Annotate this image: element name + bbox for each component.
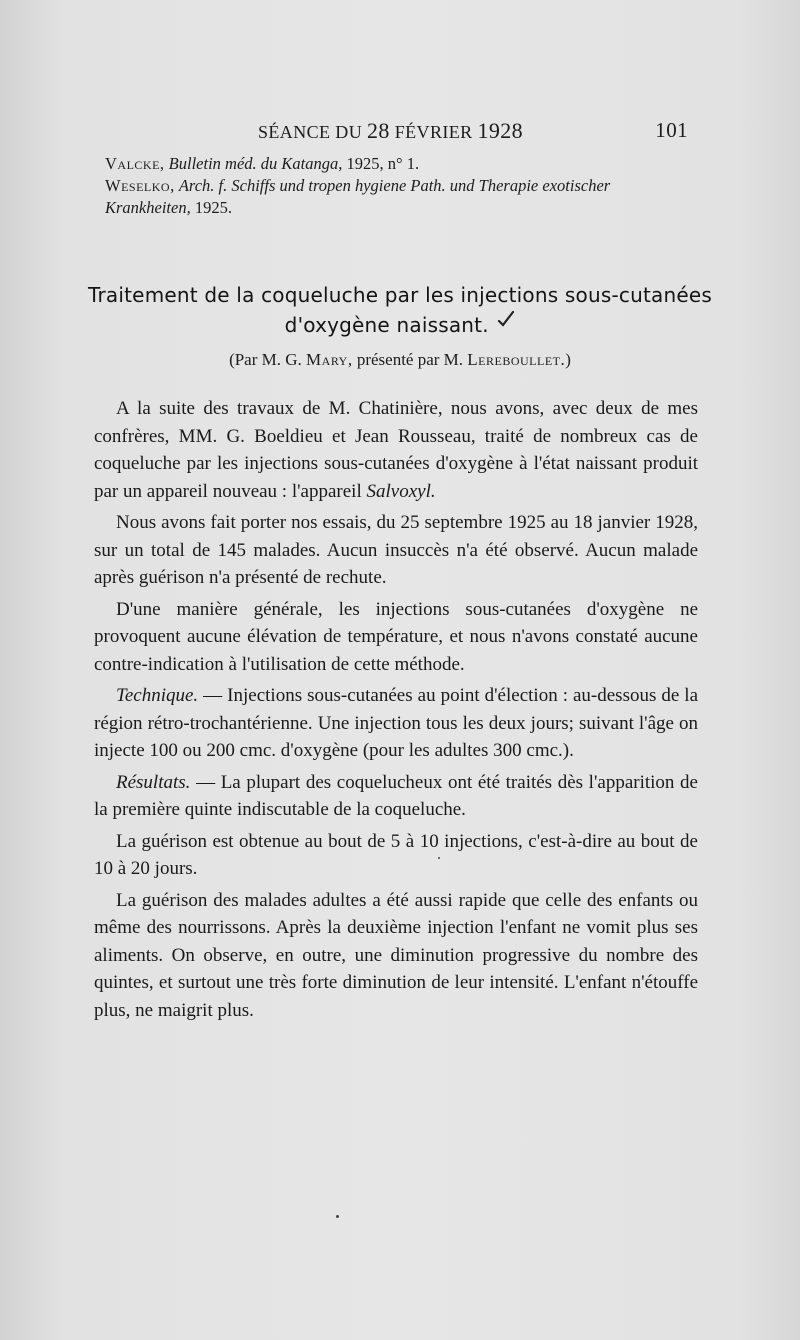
header-title — [258, 118, 524, 143]
byline-presenter: Lereboullet. — [467, 350, 566, 369]
byline-suffix: ) — [565, 350, 571, 369]
paragraph: Nous avons fait porter nos essais, du 25 septembre 1925 au 18 janvier 1928, sur un total de 145 malades. Aucun insuccès n'a été observé. Aucun malade après guérison n'a présenté de rechute. — [94, 512, 698, 588]
section-label-results: Résultats. — [116, 771, 191, 793]
paper-speck — [336, 1215, 339, 1218]
byline-prefix: (Par M. G. — [229, 350, 302, 369]
header-month: FÉVRIER — [394, 122, 473, 142]
handwritten-check-icon — [497, 310, 515, 328]
paper-speck — [438, 857, 440, 859]
page-number: 101 — [655, 118, 688, 142]
paragraph-text: — La plupart des coquelucheux ont été traités dès l'apparition de la première quinte indiscutable de la coqueluche. — [94, 771, 698, 820]
section-label-technique: Technique. — [116, 685, 199, 706]
paragraph — [94, 682, 698, 765]
article-title-line: Traitement de la coqueluche par les injections sous-cutanées — [88, 283, 712, 307]
reference-work: Bulletin méd. du Katanga, — [168, 154, 343, 173]
paragraph: La guérison des malades adultes a été aussi rapide que celle des enfants ou même des nourrissons. Après la deuxième injection l'enfant ne vomit plus ses aliments. On observe, en outre, une diminution progressive du nombre des quintes, et surtout une très forte diminution de leur intensité. L'enfant n'étouffe plus, ne maigrit plus. — [94, 889, 698, 1021]
header-day: 28 — [367, 118, 390, 143]
reference-item — [105, 153, 695, 175]
device-name: Salvoxyl. — [366, 480, 436, 502]
reference-list — [105, 153, 695, 219]
reference-item — [105, 175, 695, 219]
paragraph — [94, 769, 698, 824]
byline-author: Mary, — [306, 350, 353, 369]
reference-work: Arch. f. Schiffs und tropen hygiene Path. und Therapie exotischer Krankheiten, — [105, 176, 611, 217]
byline-middle: présenté par M. — [356, 350, 464, 369]
header-session-label: SÉANCE DU — [258, 122, 363, 142]
paragraph-text: A la suite des travaux de M. Chatinière, nous avons, avec deux de mes confrères, MM. G. Boeldieu et Jean Rousseau, traité de nombreux cas de coqueluche par les injections sous-cutanées d'oxygène à l'état naissant produit par un appareil nouveau : l'appareil — [94, 398, 698, 502]
reference-detail: 1925, n° 1. — [346, 154, 420, 173]
header-year: 1928 — [477, 118, 524, 143]
running-header — [258, 118, 688, 144]
article-title — [80, 280, 720, 340]
article-title-text: d'oxygène naissant. — [284, 313, 489, 337]
paragraph-text: — Injections sous-cutanées au point d'élection : au-dessous de la région rétro-trochantérienne. Une injection tous les deux jours; suivant l'âge on injecte 100 ou 200 cmc. d'oxygène (pour les adultes 300 cmc.). — [94, 685, 699, 761]
paragraph — [94, 395, 698, 505]
paragraph: La guérison est obtenue au bout de 5 à 10 injections, c'est-à-dire au bout de 10 à 20 jours. — [94, 830, 698, 879]
paragraph: D'une manière générale, les injections sous-cutanées d'oxygène ne provoquent aucune élévation de température, et nous n'avons constaté aucune contre-indication à l'utilisation de cette méthode. — [94, 598, 698, 675]
reference-detail: 1925. — [194, 198, 232, 217]
reference-author: Weselko, — [105, 176, 175, 195]
article-title-line — [80, 310, 720, 340]
article-body — [94, 395, 698, 1028]
reference-author: Valcke, — [105, 154, 165, 173]
article-byline — [80, 350, 720, 370]
